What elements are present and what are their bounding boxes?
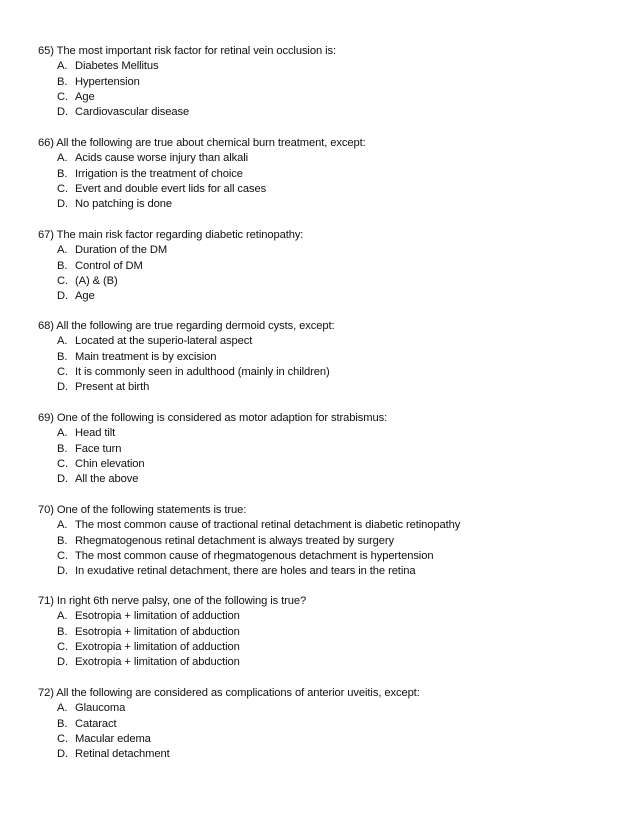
option-letter: D. bbox=[57, 473, 68, 486]
option-a bbox=[38, 518, 618, 533]
question-stem: 72) All the following are considered as complications of anterior uveitis, except: bbox=[38, 687, 420, 699]
option-letter: B. bbox=[57, 534, 68, 547]
option-a bbox=[38, 59, 618, 74]
option-letter: D. bbox=[57, 106, 68, 119]
option-list bbox=[38, 59, 618, 120]
question-72 bbox=[38, 686, 618, 762]
option-list bbox=[38, 609, 618, 670]
option-list bbox=[38, 243, 618, 304]
option-letter: A. bbox=[57, 427, 68, 440]
option-letter: D. bbox=[57, 748, 68, 761]
question-69 bbox=[38, 411, 618, 487]
option-text: Macular edema bbox=[75, 732, 151, 745]
option-text: No patching is done bbox=[75, 198, 172, 211]
option-text: Evert and double evert lids for all cases bbox=[75, 182, 267, 195]
option-letter: C. bbox=[57, 365, 68, 378]
option-text: Duration of the DM bbox=[75, 244, 168, 257]
option-b bbox=[38, 717, 618, 732]
question-66 bbox=[38, 136, 618, 212]
option-letter: A. bbox=[57, 702, 68, 715]
option-text: Head tilt bbox=[75, 427, 116, 440]
option-a bbox=[38, 243, 618, 258]
option-c bbox=[38, 274, 618, 289]
option-letter: D. bbox=[57, 290, 68, 303]
option-letter: B. bbox=[57, 442, 68, 455]
option-a bbox=[38, 334, 618, 349]
question-65 bbox=[38, 44, 618, 120]
option-text: (A) & (B) bbox=[75, 274, 118, 287]
option-letter: D. bbox=[57, 656, 68, 669]
option-text: Cataract bbox=[75, 717, 117, 730]
option-text: Chin elevation bbox=[75, 457, 145, 470]
option-c bbox=[38, 365, 618, 380]
question-70 bbox=[38, 503, 618, 579]
question-stem: 68) All the following are true regarding dermoid cysts, except: bbox=[38, 320, 335, 332]
question-stem: 66) All the following are true about chemical burn treatment, except: bbox=[38, 137, 366, 149]
option-letter: A. bbox=[57, 335, 68, 348]
option-a bbox=[38, 151, 618, 166]
option-c bbox=[38, 732, 618, 747]
question-stem: 69) One of the following is considered as motor adaption for strabismus: bbox=[38, 412, 388, 424]
option-d bbox=[38, 655, 618, 670]
option-letter: C. bbox=[57, 732, 68, 745]
option-letter: C. bbox=[57, 640, 68, 653]
option-list bbox=[38, 151, 618, 212]
option-text: Age bbox=[75, 90, 95, 103]
option-b bbox=[38, 259, 618, 274]
option-list bbox=[38, 701, 618, 762]
question-68 bbox=[38, 319, 618, 395]
option-a bbox=[38, 426, 618, 441]
question-stem: 65) The most important risk factor for retinal vein occlusion is: bbox=[38, 45, 336, 57]
option-b bbox=[38, 625, 618, 640]
option-d bbox=[38, 747, 618, 762]
option-c bbox=[38, 457, 618, 472]
option-letter: B. bbox=[57, 717, 68, 730]
option-c bbox=[38, 640, 618, 655]
option-letter: B. bbox=[57, 625, 68, 638]
option-b bbox=[38, 75, 618, 90]
option-list bbox=[38, 426, 618, 487]
option-text: Irrigation is the treatment of choice bbox=[75, 167, 243, 180]
option-text: The most common cause of rhegmatogenous detachment is hypertension bbox=[75, 549, 434, 562]
option-text: Present at birth bbox=[75, 381, 150, 394]
option-a bbox=[38, 609, 618, 624]
question-71 bbox=[38, 594, 618, 670]
option-text: Acids cause worse injury than alkali bbox=[75, 152, 248, 165]
option-text: Age bbox=[75, 290, 95, 303]
question-stem: 71) In right 6th nerve palsy, one of the following is true? bbox=[38, 595, 307, 607]
option-b bbox=[38, 534, 618, 549]
option-letter: B. bbox=[57, 259, 68, 272]
option-letter: C. bbox=[57, 182, 68, 195]
option-d bbox=[38, 472, 618, 487]
option-letter: A. bbox=[57, 60, 68, 73]
option-d bbox=[38, 105, 618, 120]
option-letter: D. bbox=[57, 565, 68, 578]
option-letter: C. bbox=[57, 549, 68, 562]
option-a bbox=[38, 701, 618, 716]
option-d bbox=[38, 289, 618, 304]
option-text: Glaucoma bbox=[75, 702, 126, 715]
option-letter: B. bbox=[57, 75, 68, 88]
option-text: Rhegmatogenous retinal detachment is always treated by surgery bbox=[75, 534, 395, 547]
option-list bbox=[38, 518, 618, 579]
option-text: Esotropia + limitation of adduction bbox=[75, 610, 240, 623]
option-letter: A. bbox=[57, 244, 68, 257]
option-d bbox=[38, 564, 618, 579]
option-letter: B. bbox=[57, 350, 68, 363]
option-c bbox=[38, 90, 618, 105]
option-text: Exotropia + limitation of adduction bbox=[75, 640, 240, 653]
option-letter: A. bbox=[57, 610, 68, 623]
option-letter: A. bbox=[57, 152, 68, 165]
option-b bbox=[38, 167, 618, 182]
option-text: Exotropia + limitation of abduction bbox=[75, 656, 240, 669]
option-d bbox=[38, 197, 618, 212]
option-d bbox=[38, 380, 618, 395]
option-text: All the above bbox=[75, 473, 139, 486]
option-list bbox=[38, 334, 618, 395]
option-letter: C. bbox=[57, 457, 68, 470]
option-c bbox=[38, 182, 618, 197]
option-letter: D. bbox=[57, 198, 68, 211]
option-b bbox=[38, 442, 618, 457]
option-text: In exudative retinal detachment, there are holes and tears in the retina bbox=[75, 565, 416, 578]
option-text: Retinal detachment bbox=[75, 748, 170, 761]
option-text: Cardiovascular disease bbox=[75, 106, 190, 119]
option-letter: C. bbox=[57, 90, 68, 103]
option-letter: C. bbox=[57, 274, 68, 287]
option-text: Main treatment is by excision bbox=[75, 350, 217, 363]
option-text: The most common cause of tractional retinal detachment is diabetic retinopathy bbox=[75, 519, 461, 532]
option-text: Diabetes Mellitus bbox=[75, 60, 159, 73]
option-text: Face turn bbox=[75, 442, 122, 455]
option-text: Esotropia + limitation of abduction bbox=[75, 625, 240, 638]
option-text: Hypertension bbox=[75, 75, 140, 88]
option-c bbox=[38, 549, 618, 564]
option-b bbox=[38, 350, 618, 365]
option-letter: A. bbox=[57, 519, 68, 532]
option-text: Control of DM bbox=[75, 259, 143, 272]
question-stem: 70) One of the following statements is true: bbox=[38, 504, 247, 516]
option-text: It is commonly seen in adulthood (mainly in children) bbox=[75, 365, 330, 378]
option-text: Located at the superio-lateral aspect bbox=[75, 335, 253, 348]
question-67 bbox=[38, 228, 618, 304]
option-letter: B. bbox=[57, 167, 68, 180]
option-letter: D. bbox=[57, 381, 68, 394]
question-stem: 67) The main risk factor regarding diabetic retinopathy: bbox=[38, 229, 304, 241]
